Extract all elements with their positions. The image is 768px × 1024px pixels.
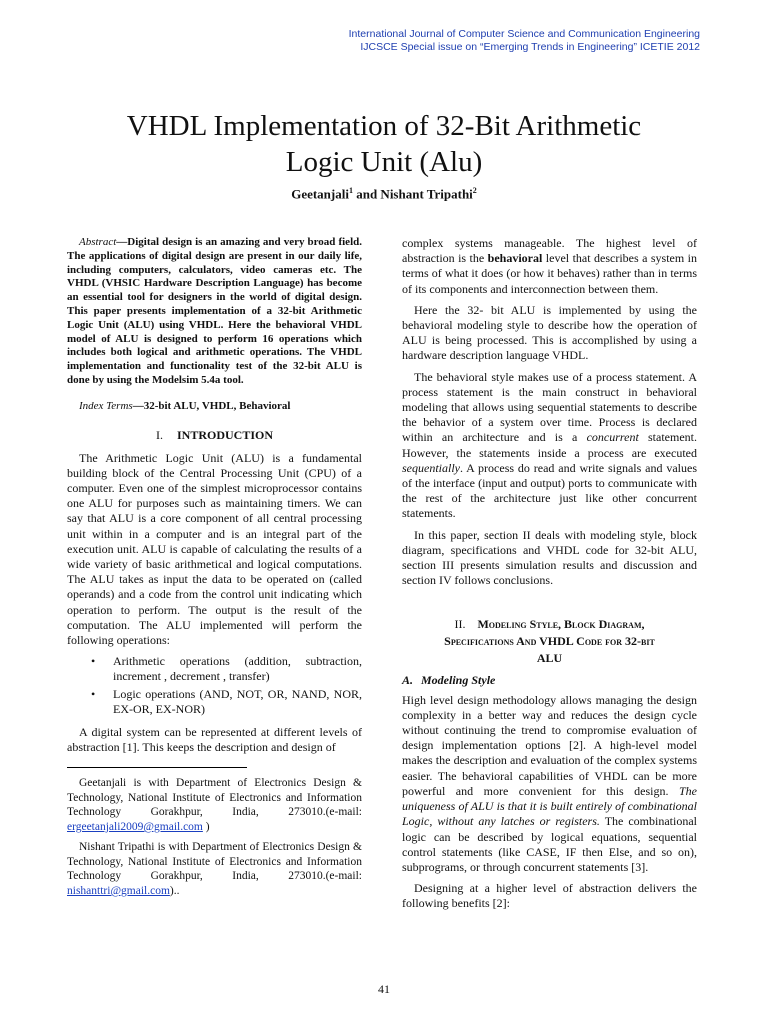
footnote-author-2: [67, 840, 362, 898]
index-terms-text: —32-bit ALU, VHDL, Behavioral: [132, 399, 291, 412]
subsection-a-title: Modeling Style: [421, 673, 496, 688]
process-text-a: The behavioral style makes use of a process statement. A process statement is the main construct in behavioral modeling that allows using sequential statements to describe the behavior of a system over time. Process is declared within an architecture and is a: [402, 369, 697, 445]
author-1: Geetanjali: [291, 186, 349, 202]
process-text-b: statement. However, the statements inside a process are executed: [402, 430, 697, 460]
journal-issue: IJCSCE Special issue on “Emerging Trends in Engineering” ICETIE 2012: [360, 41, 700, 53]
author-list: [60, 186, 708, 202]
abstract-lead: Abstract: [79, 236, 117, 248]
intro-paragraph-4: [402, 370, 697, 522]
intro-paragraph-5: In this paper, section II deals with modeling style, block diagram, specifications and VHDL code for 32-bit ALU, section III presents simulation results and discussion and section IV follows conclusions.: [402, 527, 697, 588]
concurrent-term: concurrent: [586, 430, 639, 445]
process-text-c: . A process do read and write signals and values of the interface (input and output) ports to communicate with the rest of the architecture just like other concurrent statements.: [402, 460, 697, 521]
footnote-1-end: ): [202, 820, 210, 833]
journal-header: [349, 28, 700, 54]
title-line-1: VHDL Implementation of 32-Bit Arithmetic: [126, 110, 642, 142]
section-1-number: I.: [155, 427, 163, 442]
index-terms: [67, 400, 362, 414]
paper-title: [60, 108, 708, 180]
section-2-title-line-1: Modeling Style, Block Diagram,: [477, 617, 645, 632]
left-column: [67, 236, 362, 904]
operations-list: [67, 654, 362, 717]
page-number: 41: [378, 982, 390, 996]
author-2: and Nishant Tripathi: [352, 186, 473, 202]
footnote-1-text: Geetanjali is with Department of Electronics Design & Technology, National Institute of Electronics and Information Technology Gorakhpur, India, 273010.(e-mail:: [67, 777, 362, 819]
subsection-a-heading: [402, 673, 697, 688]
list-item: • Logic operations (AND, NOT, OR, NAND, NOR, EX-OR, EX-NOR): [113, 687, 362, 717]
intro-paragraph-2: A digital system can be represented at different levels of abstraction [1]. This keeps the description and design of: [67, 725, 362, 755]
subsection-a-letter: A.: [402, 673, 414, 688]
section-2-number: II.: [454, 617, 466, 632]
intro-continued-text-b: level that describes a system in terms of what it does (or how it behaves) rather than in terms of its components and interconnection between them.: [402, 251, 697, 296]
title-line-2: Logic Unit (Alu): [285, 146, 483, 178]
modeling-style-paragraph-2: Designing at a higher level of abstraction delivers the following benefits [2]:: [402, 881, 697, 911]
intro-continued-paragraph: [402, 236, 697, 297]
index-terms-lead: Index Terms: [79, 399, 133, 412]
section-1-heading: [67, 428, 362, 443]
email-link-author-2[interactable]: nishanttri@gmail.com: [67, 884, 170, 897]
email-link-author-1[interactable]: ergeetanjali2009@gmail.com: [67, 820, 203, 833]
footnote-2-text: Nishant Tripathi is with Department of Electronics Design & Technology, National Institute of Electronics and Information Technology Gorakhpur, India, 273010.(e-mail:: [67, 841, 362, 883]
list-item: • Arithmetic operations (addition, subtraction, increment , decrement , transfer): [113, 654, 362, 684]
behavioral-term: behavioral: [487, 251, 543, 266]
right-column: [402, 236, 697, 918]
intro-paragraph-3: Here the 32- bit ALU is implemented by using the behavioral modeling style to describe how the operation of ALU is being processed. This is accomplished by using a hardware description language VHDL.: [402, 302, 697, 363]
author-1-affiliation-mark: 1: [348, 186, 353, 195]
sequentially-term: sequentially: [402, 460, 460, 475]
abstract-text: —Digital design is an amazing and very broad field. The applications of digital design are present in our daily life, including computers, calculators, video cameras etc. The VHDL (VHSIC Hardware Description Language) has become an essential tool for designers in the world of digital design. This paper presents implementation of a 32-bit Arithmetic Logic Unit (ALU) using VHDL. Here the behavioral VHDL model of ALU is designed to perform 16 operations which includes both logical and arithmetic operations. The VHDL implementation and functionality test of the 32-bit ALU is done by using the Modelsim 5.4a tool.: [67, 236, 362, 386]
modeling-text-b: The combinational logic can be described by logical equations, sequential control statements (like CASE, IF then Else, and so on), subprograms, or through concurrent statements [3].: [402, 814, 697, 874]
section-2-heading: [402, 616, 697, 667]
modeling-text-a: High level design methodology allows managing the design complexity in a better way and reduces the design cycle without continuing the trend to compromise evaluation of design implementation options [2]. A high-level model makes the description and evaluation of the complex systems easier. The behavioral capabilities of VHDL can be more powerful and more convenient for this design.: [402, 692, 697, 798]
author-2-affiliation-mark: 2: [472, 186, 477, 195]
footnote-author-1: [67, 776, 362, 834]
footnote-2-end: )..: [169, 884, 180, 897]
modeling-style-paragraph-1: [402, 693, 697, 875]
section-2-title-line-2: Specifications And VHDL Code for 32-bit: [444, 634, 655, 649]
alu-uniqueness-sentence: The uniqueness of ALU is that it is built entirely of combinational Logic, without any latches or registers.: [402, 783, 697, 829]
abstract: [67, 236, 362, 388]
intro-continued-text-a: complex systems manageable. The highest level of abstraction is the: [402, 236, 697, 266]
section-2-title-line-3: ALU: [536, 651, 563, 666]
journal-name: International Journal of Computer Science and Communication Engineering: [348, 28, 700, 40]
footnote-divider: [67, 767, 247, 768]
section-1-title: INTRODUCTION: [176, 427, 273, 442]
intro-paragraph-1: The Arithmetic Logic Unit (ALU) is a fundamental building block of the Central Processing Unit (CPU) of a computer. Even one of the simplest microprocessor contains one ALU for purposes such as maintaining timers. We can say that ALU is a core component of all central processing unit within in a computer and is an integral part of the execution unit. ALU is capable of calculating the results of a wide variety of basic arithmetical and logical computations. The ALU takes as input the data to be operated on (called operands) and a code from the control unit indicating which operation to perform. The output is the result of the computation. The ALU implemented will perform the following operations:: [67, 450, 362, 647]
